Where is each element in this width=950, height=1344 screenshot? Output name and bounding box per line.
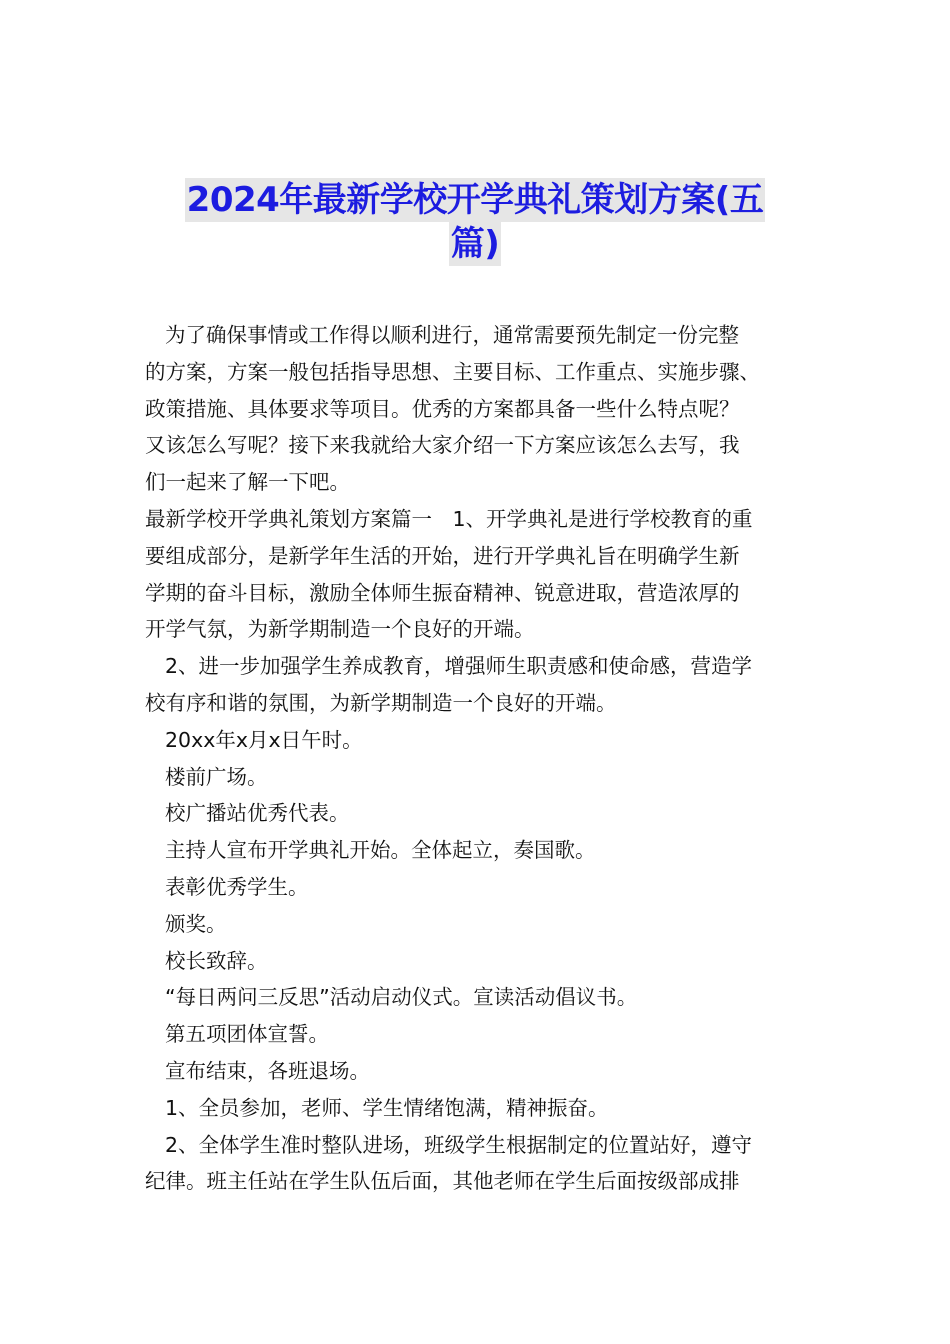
paragraph-line: 学期的奋斗目标，激励全体师生振奋精神、锐意进取，营造浓厚的 (145, 580, 740, 605)
paragraph-line: 校长致辞。 (165, 948, 268, 973)
paragraph-line: 为了确保事情或工作得以顺利进行，通常需要预先制定一份完整 (165, 323, 739, 347)
paragraph-line: 20xx年x月x日午时。 (165, 727, 363, 752)
document-title-line-2: 篇) (450, 224, 500, 264)
paragraph-line: 开学气氛，为新学期制造一个良好的开端。 (145, 617, 535, 642)
paragraph-line: 1、全员参加，老师、学生情绪饱满，精神振奋。 (165, 1095, 609, 1120)
document-title (150, 178, 800, 266)
paragraph-line: 表彰优秀学生。 (165, 874, 309, 899)
document-title-line-1: 2024年最新学校开学典礼策划方案(五 (186, 180, 764, 220)
paragraph-line: 校有序和谐的氛围，为新学期制造一个良好的开端。 (145, 690, 617, 715)
paragraph-line: 政策措施、具体要求等项目。优秀的方案都具备一些什么特点呢？ (145, 396, 740, 421)
document-body (145, 317, 817, 1200)
paragraph-line: 2、进一步加强学生养成教育，增强师生职责感和使命感，营造学 (165, 654, 753, 679)
paragraph-line: 又该怎么写呢？接下来我就给大家介绍一下方案应该怎么去写，我 (145, 433, 740, 458)
paragraph-line: 要组成部分，是新学年生活的开始，进行开学典礼旨在明确学生新 (145, 543, 740, 568)
paragraph-line: 颁奖。 (165, 911, 227, 936)
paragraph-line: 2、全体学生准时整队进场，班级学生根据制定的位置站好，遵守 (165, 1132, 753, 1157)
paragraph-line: “每日两问三反思”活动启动仪式。宣读活动倡议书。 (165, 985, 638, 1010)
paragraph-line: 主持人宣布开学典礼开始。全体起立，奏国歌。 (165, 838, 596, 863)
paragraph-line: 纪律。班主任站在学生队伍后面，其他老师在学生后面按级部成排 (145, 1169, 740, 1194)
paragraph-line: 校广播站优秀代表。 (165, 801, 350, 826)
paragraph-line: 们一起来了解一下吧。 (145, 470, 350, 495)
paragraph-line: 楼前广场。 (165, 764, 268, 789)
paragraph-line: 最新学校开学典礼策划方案篇一 1、开学典礼是进行学校教育的重 (145, 506, 753, 531)
paragraph-line: 的方案，方案一般包括指导思想、主要目标、工作重点、实施步骤、 (145, 359, 760, 384)
paragraph-line: 第五项团体宣誓。 (165, 1022, 329, 1047)
paragraph-line: 宣布结束，各班退场。 (165, 1058, 370, 1083)
